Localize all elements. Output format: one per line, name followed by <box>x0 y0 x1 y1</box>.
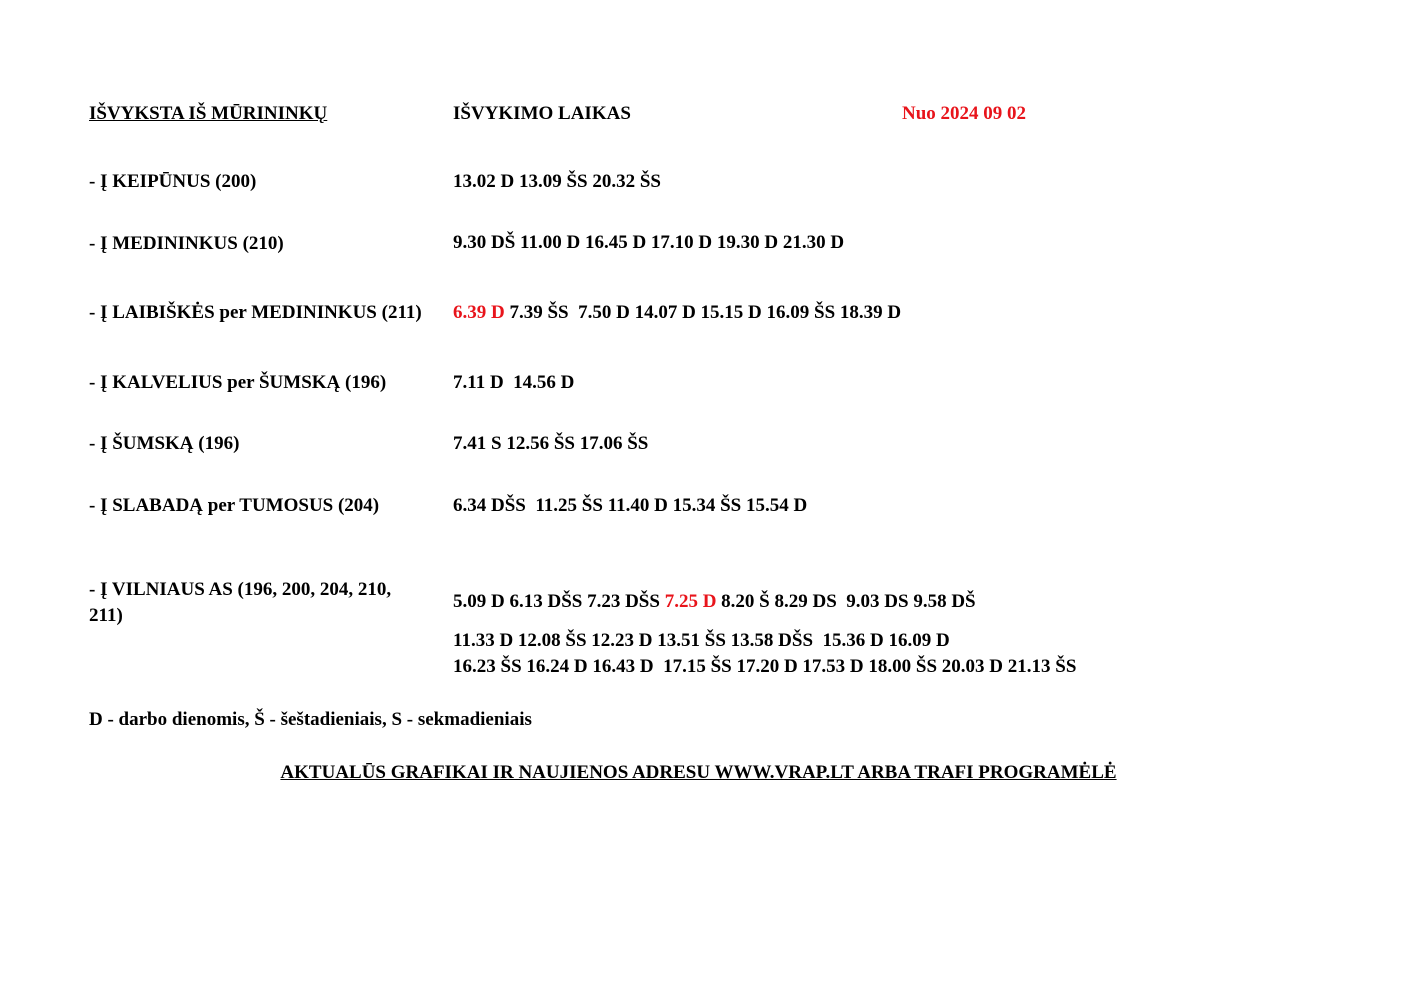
route-destination: - Į KALVELIUS per ŠUMSKĄ (196) <box>89 372 387 393</box>
route-times: 13.02 D 13.09 ŠS 20.32 ŠS <box>453 171 661 192</box>
highlighted-time: 7.25 D <box>664 591 717 612</box>
route-times-end: 8.20 Š 8.29 DS 9.03 DS 9.58 DŠ <box>716 591 976 612</box>
route-times: 16.23 ŠS 16.24 D 16.43 D 17.15 ŠS 17.20 D 17.53 D 18.00 ŠS 20.03 D 21.13 ŠS <box>453 656 1077 677</box>
route-times-rest: 7.39 ŠS 7.50 D 14.07 D 15.15 D 16.09 ŠS 18.39 D <box>504 302 902 323</box>
highlighted-time: 6.39 D <box>453 302 505 323</box>
route-times <box>453 301 901 325</box>
route-times: 7.41 S 12.56 ŠS 17.06 ŠS <box>453 433 649 454</box>
route-destination: - Į SLABADĄ per TUMOSUS (204) <box>89 495 380 516</box>
route-times: 9.30 DŠ 11.00 D 16.45 D 17.10 D 19.30 D 21.30 D <box>453 232 845 253</box>
route-destination: - Į MEDININKUS (210) <box>89 233 284 254</box>
route-times-start: 5.09 D 6.13 DŠS 7.23 DŠS <box>453 591 665 612</box>
route-destination: - Į VILNIAUS AS (196, 200, 204, 210, 211) <box>89 579 392 626</box>
route-destination: - Į LAIBIŠKĖS per MEDININKUS (211) <box>89 302 422 323</box>
header-departure-time: IŠVYKIMO LAIKAS <box>453 103 631 124</box>
route-times <box>453 590 976 614</box>
valid-from-date: Nuo 2024 09 02 <box>902 103 1027 124</box>
footer-text: AKTUALŪS GRAFIKAI IR NAUJIENOS ADRESU WWW.VRAP.LT ARBA TRAFI PROGRAMĖLĖ <box>280 762 1117 783</box>
route-times: 7.11 D 14.56 D <box>453 372 575 393</box>
route-destination: - Į KEIPŪNUS (200) <box>89 171 257 192</box>
route-times: 11.33 D 12.08 ŠS 12.23 D 13.51 ŠS 13.58 DŠS 15.36 D 16.09 D <box>453 630 950 651</box>
legend: D - darbo dienomis, Š - šeštadieniais, S - sekmadieniais <box>89 709 532 730</box>
route-times: 6.34 DŠS 11.25 ŠS 11.40 D 15.34 ŠS 15.54 D <box>453 495 808 516</box>
route-destination: - Į ŠUMSKĄ (196) <box>89 433 240 454</box>
footer-notice <box>0 761 1403 785</box>
header-departs-from: IŠVYKSTA IŠ MŪRININKŲ <box>89 103 328 124</box>
